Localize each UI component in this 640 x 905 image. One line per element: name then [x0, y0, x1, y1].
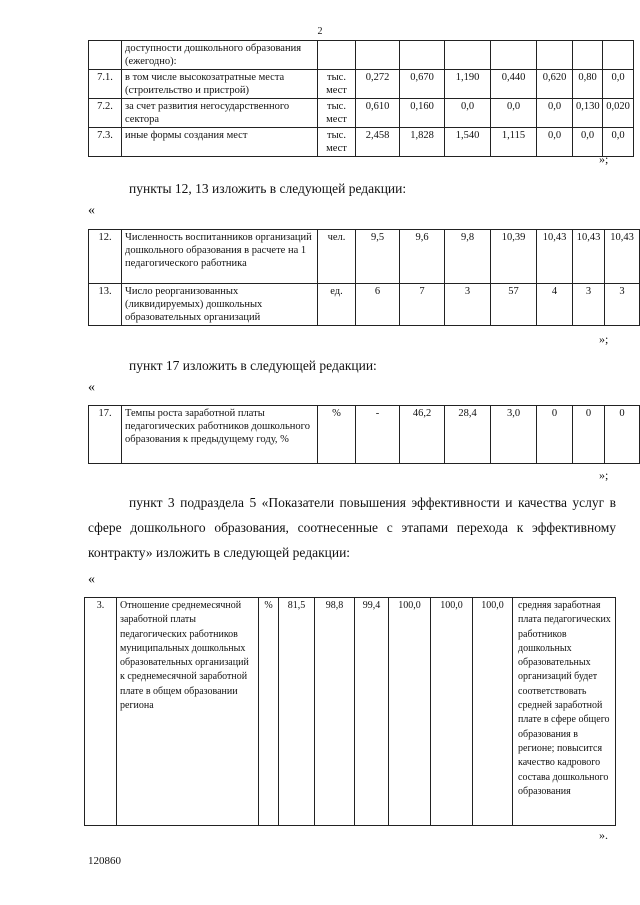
value-cell: 100,0	[389, 598, 431, 826]
value-cell: 99,4	[355, 598, 389, 826]
paragraph: пункт 17 изложить в следующей редакции:	[129, 358, 377, 373]
table-cell	[603, 41, 634, 70]
table-cell	[356, 41, 400, 70]
closing-quote: »;	[599, 152, 609, 166]
table-row	[89, 99, 634, 128]
table-row	[89, 128, 634, 157]
table-indicator-17	[88, 405, 640, 464]
value-cell: 0	[537, 406, 573, 464]
paragraph: пункты 12, 13 изложить в следующей редакции:	[129, 181, 407, 196]
value-cell: 4	[537, 284, 573, 326]
value-cell: 0,0	[603, 70, 634, 99]
value-cell: 3,0	[491, 406, 537, 464]
value-cell: 0,440	[491, 70, 537, 99]
value-cell: 9,5	[356, 230, 400, 284]
row-number: 13.	[89, 284, 122, 326]
value-cell: 10,43	[605, 230, 640, 284]
value-cell: 0,610	[356, 99, 400, 128]
value-cell: 0,0	[491, 99, 537, 128]
row-number: 7.3.	[89, 128, 122, 157]
value-cell: 57	[491, 284, 537, 326]
value-cell: 1,115	[491, 128, 537, 157]
unit-cell: %	[259, 598, 279, 826]
value-cell: 0,0	[603, 128, 634, 157]
value-cell: 81,5	[279, 598, 315, 826]
value-cell: -	[356, 406, 400, 464]
table-cell	[445, 41, 491, 70]
value-cell: 1,190	[445, 70, 491, 99]
value-cell: 0,020	[603, 99, 634, 128]
value-cell: 0	[605, 406, 640, 464]
closing-quote: »;	[599, 332, 609, 346]
page-number: 2	[317, 26, 323, 37]
value-cell: 0,0	[537, 99, 573, 128]
table-row	[89, 284, 640, 326]
value-cell: 10,43	[537, 230, 573, 284]
indicator-name: Темпы роста заработной платы педагогических работников дошкольного образования к предыдущему году, %	[122, 406, 318, 464]
unit-cell: %	[318, 406, 356, 464]
table-row	[89, 406, 640, 464]
paragraph: пункт 3 подраздела 5 «Показатели повышения эффективности и качества услуг в сфере дошкольного образования, соотнесенные с этапами перехода к эффективному контракту» изложить в следующей редакции:	[88, 495, 616, 560]
indicator-name: иные формы создания мест	[122, 128, 318, 157]
table-cell: доступности дошкольного образования (ежегодно):	[122, 41, 318, 70]
value-cell: 100,0	[431, 598, 473, 826]
closing-quote: ».	[599, 828, 608, 842]
value-cell: 46,2	[400, 406, 445, 464]
table-row	[89, 70, 634, 99]
value-cell: 0,620	[537, 70, 573, 99]
table-efficiency-indicator-3	[84, 597, 616, 826]
unit-cell: тыс. мест	[318, 70, 356, 99]
value-cell: 7	[400, 284, 445, 326]
value-cell: 6	[356, 284, 400, 326]
closing-quote: »;	[599, 468, 609, 482]
value-cell: 0,272	[356, 70, 400, 99]
table-row	[89, 41, 634, 70]
value-cell: 0,670	[400, 70, 445, 99]
value-cell: 0,80	[573, 70, 603, 99]
value-cell: 1,540	[445, 128, 491, 157]
value-cell: 1,828	[400, 128, 445, 157]
value-cell: 0,0	[573, 128, 603, 157]
value-cell: 9,8	[445, 230, 491, 284]
value-cell: 0,130	[573, 99, 603, 128]
unit-cell: ед.	[318, 284, 356, 326]
value-cell: 10,43	[573, 230, 605, 284]
value-cell: 0,160	[400, 99, 445, 128]
table-cell	[491, 41, 537, 70]
table-row	[89, 230, 640, 284]
expected-result: средняя заработная плата педагогических работников дошкольных образовательных организаций будет соответствовать средней заработной плате в сфере общего образования в регионе; повысится качество кадрового состава дошкольного образования	[513, 598, 616, 826]
table-indicators-7	[88, 40, 634, 157]
unit-cell: тыс. мест	[318, 99, 356, 128]
opening-quote: «	[88, 203, 95, 218]
table-cell	[573, 41, 603, 70]
value-cell: 3	[573, 284, 605, 326]
value-cell: 100,0	[473, 598, 513, 826]
document-code: 120860	[88, 855, 121, 867]
table-row	[85, 598, 616, 826]
value-cell: 9,6	[400, 230, 445, 284]
row-number: 7.1.	[89, 70, 122, 99]
value-cell: 3	[605, 284, 640, 326]
value-cell: 0	[573, 406, 605, 464]
opening-quote: «	[88, 380, 95, 395]
value-cell: 3	[445, 284, 491, 326]
table-cell	[89, 41, 122, 70]
unit-cell: чел.	[318, 230, 356, 284]
value-cell: 10,39	[491, 230, 537, 284]
indicator-name: Число реорганизованных (ликвидируемых) дошкольных образовательных организаций	[122, 284, 318, 326]
indicator-name: в том числе высокозатратные места (строительство и пристрой)	[122, 70, 318, 99]
row-number: 12.	[89, 230, 122, 284]
opening-quote: «	[88, 572, 95, 587]
value-cell: 28,4	[445, 406, 491, 464]
table-cell	[537, 41, 573, 70]
indicator-name: за счет развития негосударственного сектора	[122, 99, 318, 128]
indicator-name: Численность воспитанников организаций дошкольного образования в расчете на 1 педагогического работника	[122, 230, 318, 284]
row-number: 17.	[89, 406, 122, 464]
table-indicators-12-13	[88, 229, 640, 326]
unit-cell: тыс. мест	[318, 128, 356, 157]
row-number: 3.	[85, 598, 117, 826]
table-cell	[318, 41, 356, 70]
value-cell: 98,8	[315, 598, 355, 826]
row-number: 7.2.	[89, 99, 122, 128]
value-cell: 0,0	[445, 99, 491, 128]
table-cell	[400, 41, 445, 70]
indicator-name: Отношение среднемесячной заработной платы педагогических работников муниципальных дошкольных образовательных организаций к среднемесячной заработной плате в общем образовании региона	[117, 598, 259, 826]
value-cell: 2,458	[356, 128, 400, 157]
value-cell: 0,0	[537, 128, 573, 157]
